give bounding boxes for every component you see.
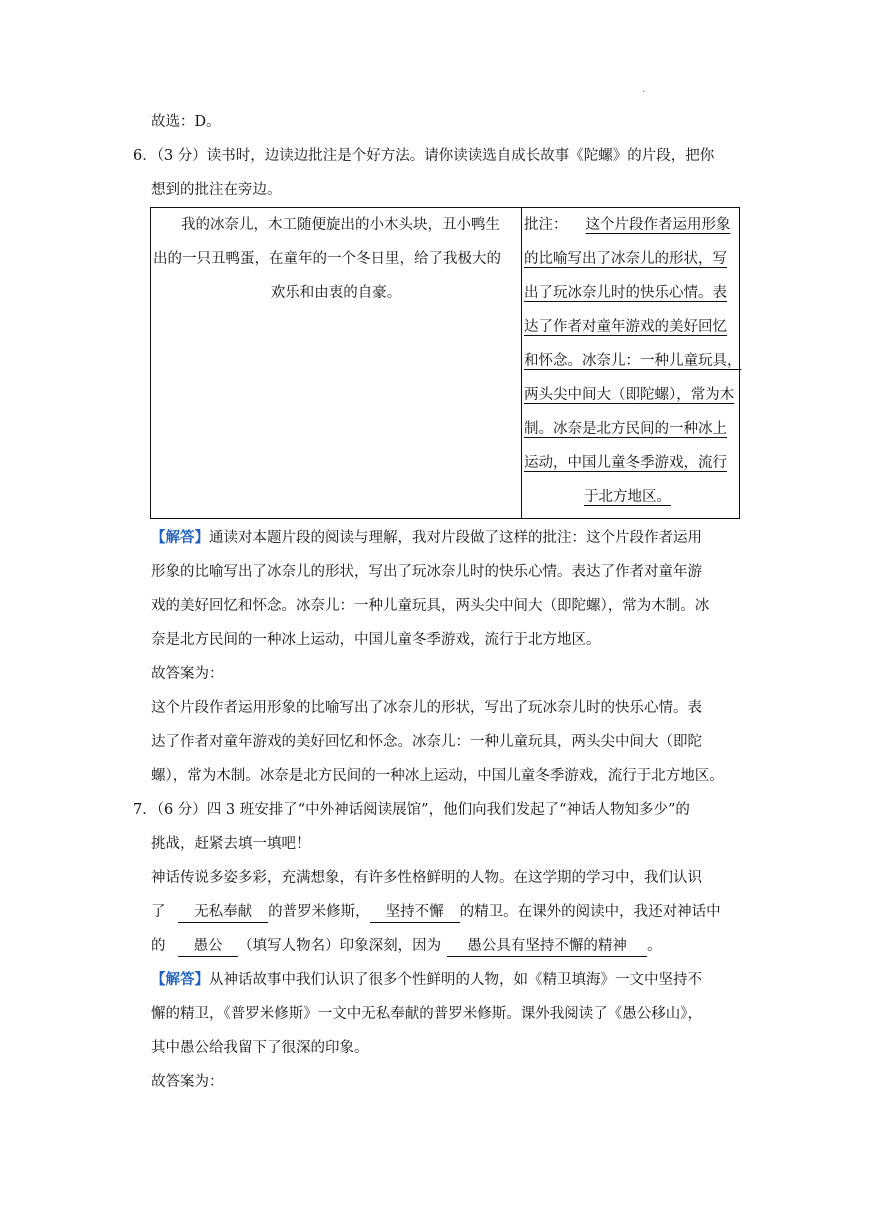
q6-answer-intro: 故答案为：	[151, 666, 224, 682]
fill-text: （填写人物名）印象深刻，因为	[238, 938, 442, 954]
q7-body-line-1: 神话传说多姿多彩，充满想象，有许多性格鲜明的人物。在这学期的学习中，我们认识	[151, 870, 702, 886]
passage-line: 欢乐和由衷的自豪。	[270, 285, 402, 301]
q7-fill-line-1	[151, 902, 721, 923]
annotation-line: 出了玩冰奈儿时的快乐心情。表	[524, 285, 727, 301]
q7-stem-line-2: 挑战，赶紧去填一填吧！	[151, 836, 311, 852]
passage-table	[150, 207, 740, 519]
answer-label: 【解答】	[151, 971, 209, 988]
passage-line: 我的冰奈儿，木工随便旋出的小木头块，丑小鸭生	[181, 217, 500, 233]
passage-line: 出的一只丑鸭蛋，在童年的一个冬日里，给了我极大的	[153, 251, 501, 267]
annotation-line: 和怀念。冰奈儿：一种儿童玩具，	[524, 353, 742, 369]
annotation-line: 两头尖中间大（即陀螺），常为木	[524, 387, 735, 403]
q6-answer-line-3: 螺），常为木制。冰奈是北方民间的一种冰上运动，中国儿童冬季游戏，流行于北方地区。	[151, 768, 724, 784]
annotation-line: 运动，中国儿童冬季游戏，流行	[524, 455, 727, 471]
annotation-line: 达了作者对童年游戏的美好回忆	[524, 319, 727, 335]
annotation-line: 制。冰奈是北方民间的一种冰上	[524, 421, 727, 437]
q5-conclusion: 故选：D。	[151, 114, 221, 130]
annotation-cell	[522, 208, 740, 519]
q6-analysis-line-4: 奈是北方民间的一种冰上运动，中国儿童冬季游戏，流行于北方地区。	[151, 632, 601, 648]
blank-trait-jingwei: 坚持不懈	[370, 902, 460, 923]
annotation-line: 于北方地区。	[584, 489, 671, 505]
blank-character-name: 愚公	[178, 936, 238, 957]
q6-answer-line-1: 这个片段作者运用形象的比喻写出了冰奈儿的形状，写出了玩冰奈儿时的快乐心情。表	[151, 700, 702, 716]
fill-text: 。	[647, 938, 662, 954]
q7-stem-line-1: 7．（6 分）四 3 班安排了“中外神话阅读展馆”，他们向我们发起了“神话人物知多少”的	[133, 802, 690, 818]
q6-analysis-line-1	[151, 528, 702, 548]
q7-analysis-line-1	[151, 970, 702, 990]
fill-text: 的普罗米修斯，	[268, 904, 370, 920]
q6-analysis-line-2: 形象的比喻写出了冰奈儿的形状，写出了玩冰奈儿时的快乐心情。表达了作者对童年游	[151, 564, 702, 580]
fill-text: 的精卫。在课外的阅读中，我还对神话中	[459, 904, 721, 920]
annotation-line: 这个片段作者运用形象	[585, 217, 731, 233]
annotation-line: 的比喻写出了冰奈儿的形状，写	[524, 251, 727, 267]
analysis-text: 从神话故事中我们认识了很多个性鲜明的人物，如《精卫填海》一文中坚持不	[209, 972, 702, 988]
q6-stem-line-2: 想到的批注在旁边。	[151, 182, 282, 198]
fill-text: 的	[151, 938, 166, 954]
q6-analysis-line-3: 戏的美好回忆和怀念。冰奈儿：一种儿童玩具，两头尖中间大（即陀螺），常为木制。冰	[151, 598, 710, 614]
analysis-text: 通读对本题片段的阅读与理解，我对片段做了这样的批注：这个片段作者运用	[209, 530, 702, 546]
passage-cell	[151, 208, 522, 519]
page-top-mark: .	[642, 84, 646, 95]
blank-reason: 愚公具有坚持不懈的精神	[447, 936, 647, 957]
q7-answer-intro: 故答案为：	[151, 1074, 224, 1090]
annotation-label: 批注：	[524, 217, 568, 233]
q6-stem-line-1: 6．（3 分）读书时，边读边批注是个好方法。请你读读选自成长故事《陀螺》的片段，把你	[133, 148, 715, 164]
q7-fill-line-2	[151, 936, 662, 957]
q7-analysis-line-3: 其中愚公给我留下了很深的印象。	[151, 1040, 369, 1056]
q7-analysis-line-2: 懈的精卫，《普罗米修斯》一文中无私奉献的普罗米修斯。课外我阅读了《愚公移山》，	[151, 1006, 702, 1022]
fill-text: 了	[151, 904, 166, 920]
q6-answer-line-2: 达了作者对童年游戏的美好回忆和怀念。冰奈儿：一种儿童玩具，两头尖中间大（即陀	[151, 734, 702, 750]
blank-trait-prometheus: 无私奉献	[178, 902, 268, 923]
answer-label: 【解答】	[151, 529, 209, 546]
